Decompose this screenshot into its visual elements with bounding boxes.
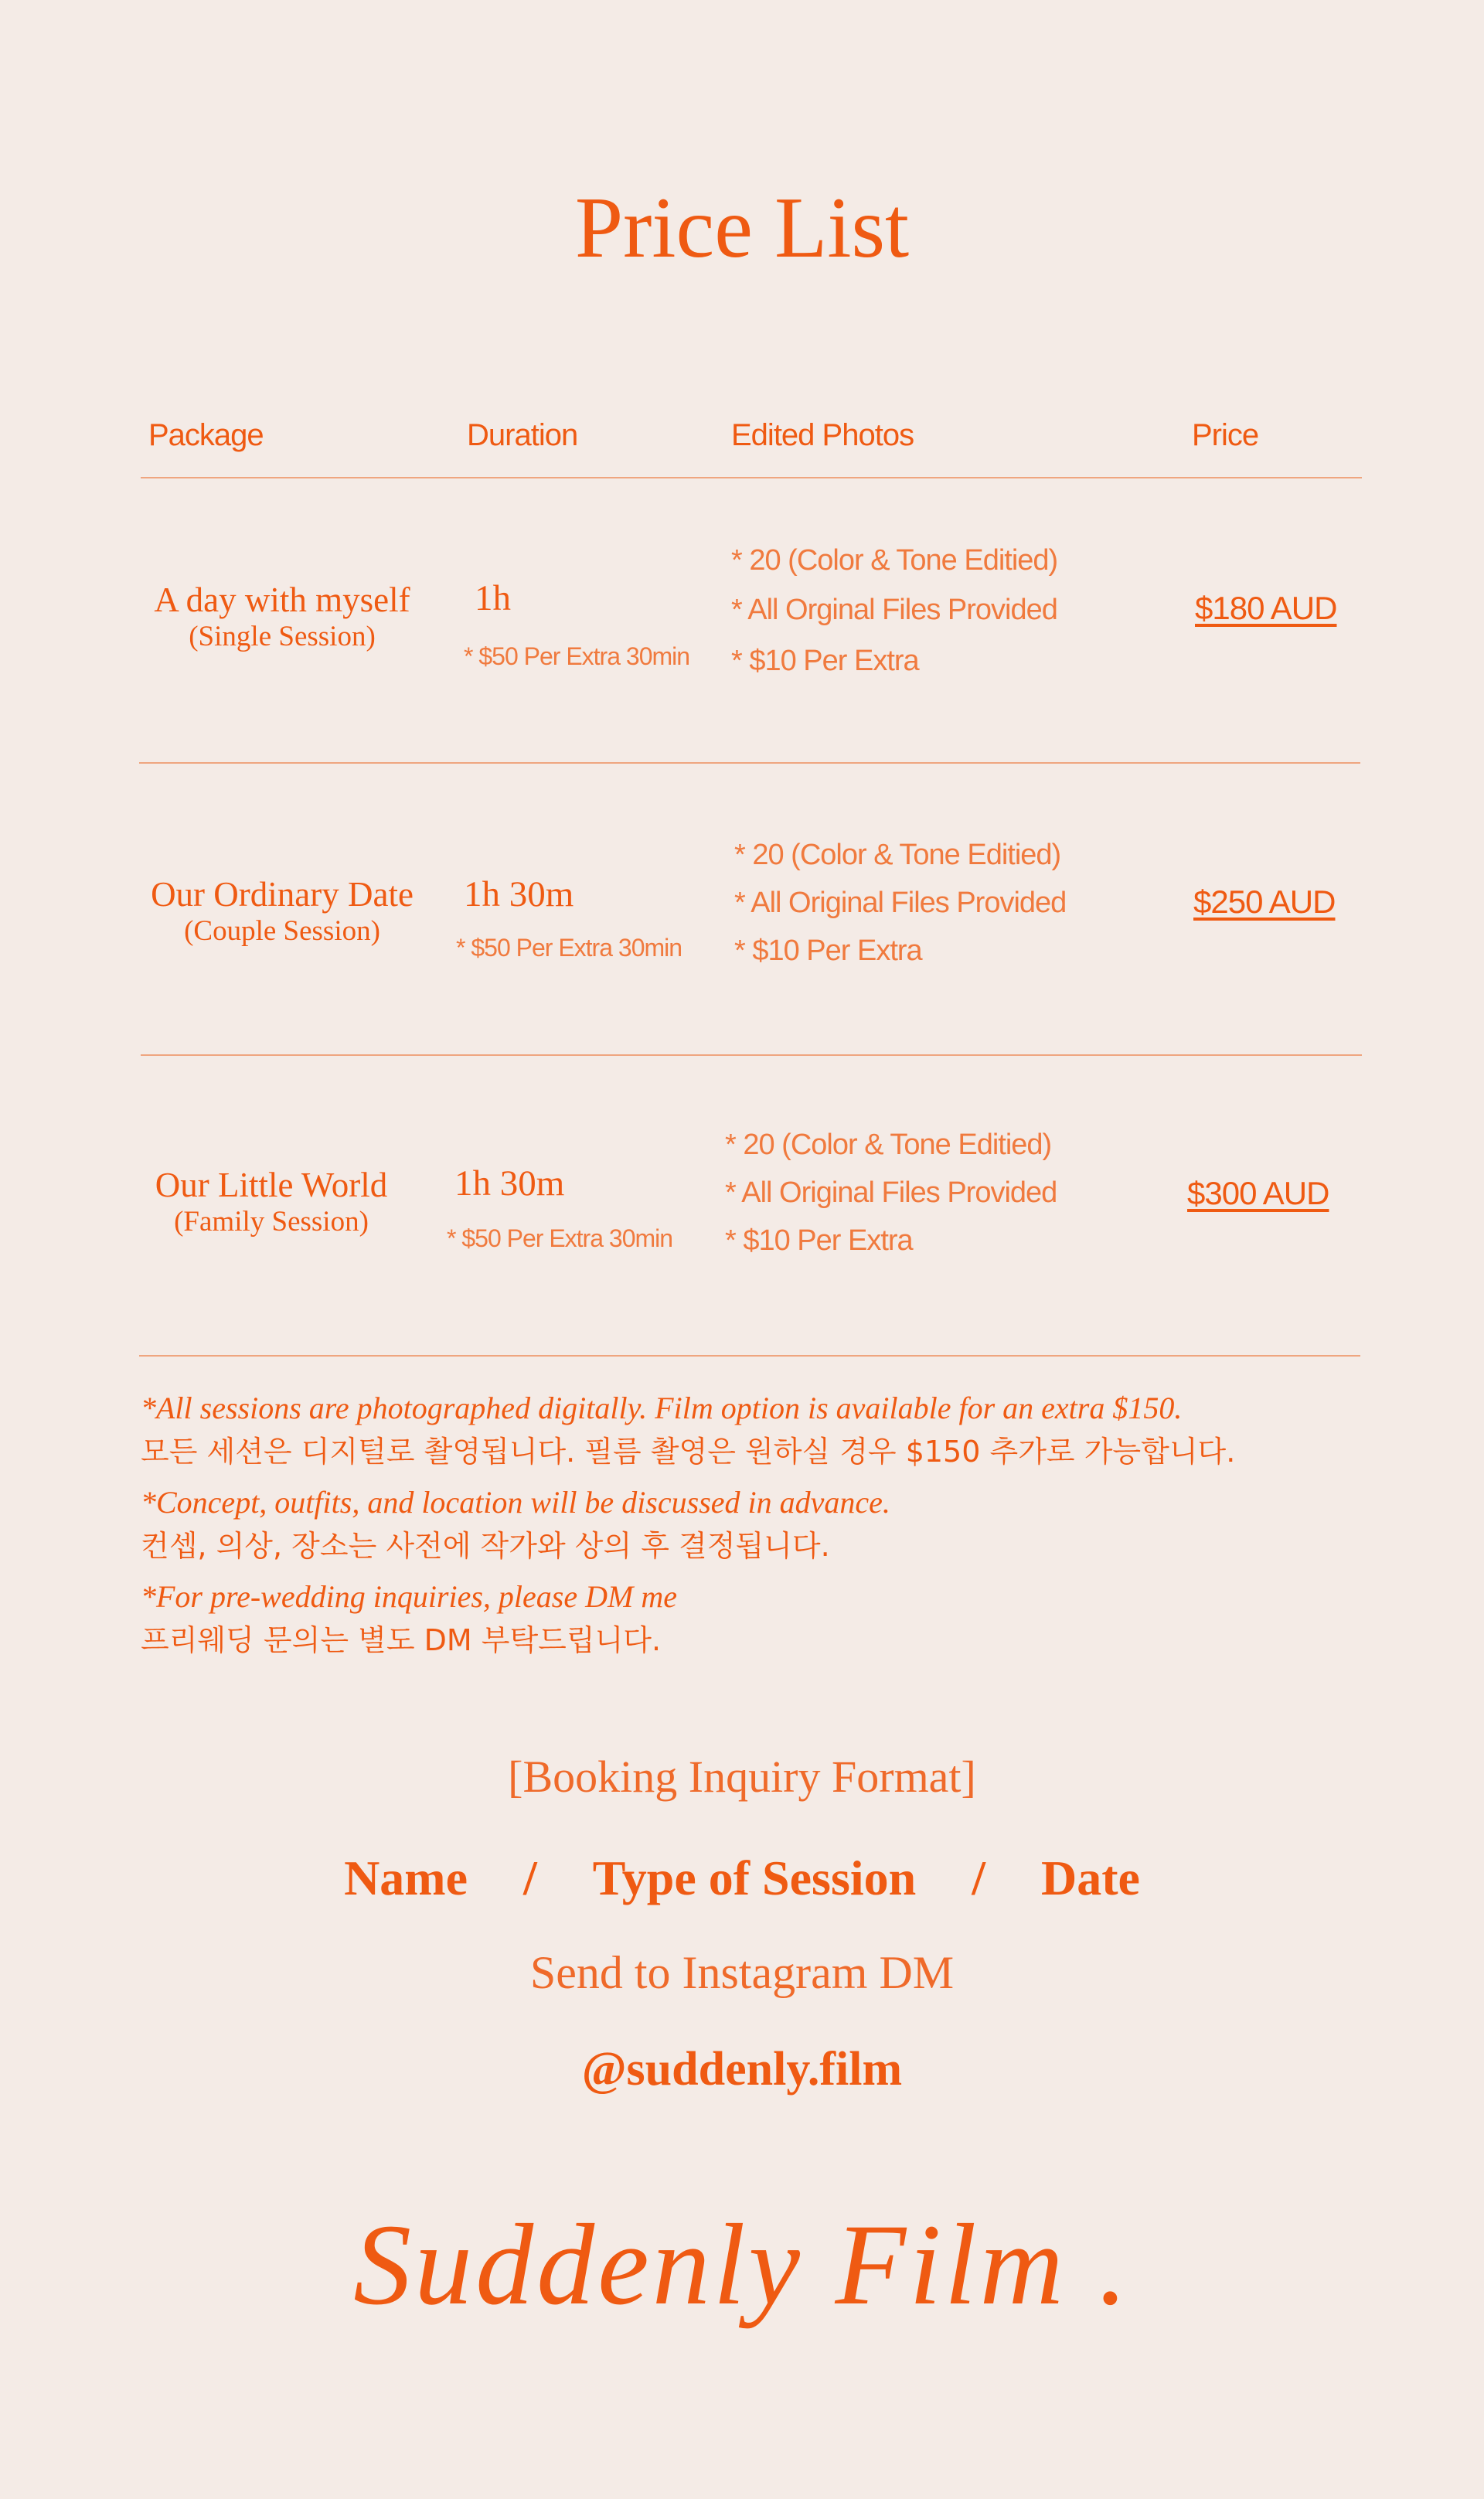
price-link-single[interactable]: $180 AUD bbox=[1195, 590, 1337, 626]
photos-item: * 20 (Color & Tone Editied) bbox=[731, 544, 1058, 577]
price-link-family[interactable]: $300 AUD bbox=[1187, 1175, 1329, 1211]
duration-value: 1h bbox=[475, 578, 511, 618]
header-duration: Duration bbox=[467, 418, 578, 452]
field-separator: / bbox=[972, 1850, 985, 1905]
header-edited-photos: Edited Photos bbox=[731, 418, 914, 452]
price-link-couple[interactable]: $250 AUD bbox=[1193, 884, 1336, 920]
photos-item: * All Original Files Provided bbox=[734, 887, 1067, 919]
package-subtitle: (Single Session) bbox=[189, 621, 376, 652]
package-name: Our Ordinary Date bbox=[151, 875, 414, 914]
note-prewedding-ko: 프리웨딩 문의는 별도 DM 부탁드립니다. bbox=[141, 1623, 662, 1657]
notes-section bbox=[141, 1387, 1377, 1662]
table-bottom-divider bbox=[139, 1355, 1360, 1357]
duration-value: 1h 30m bbox=[454, 1163, 565, 1204]
photos-item: * 20 (Color & Tone Editied) bbox=[725, 1129, 1052, 1161]
field-name: Name bbox=[344, 1850, 468, 1905]
photos-item: * All Orginal Files Provided bbox=[731, 594, 1057, 626]
photos-list bbox=[734, 836, 1066, 969]
photos-item: * $10 Per Extra bbox=[731, 645, 919, 677]
package-name: A day with myself bbox=[154, 580, 410, 619]
header-price: Price bbox=[1192, 418, 1259, 452]
note-concept-ko: 컨셉, 의상, 장소는 사전에 작가와 상의 후 결정됩니다. bbox=[141, 1529, 830, 1563]
note-digital-en: *All sessions are photographed digitally. Film option is available for an extra $150. bbox=[141, 1391, 1183, 1425]
photos-item: * All Original Files Provided bbox=[725, 1176, 1057, 1209]
photos-list bbox=[731, 542, 1057, 679]
note-concept-en: *Concept, outfits, and location will be discussed in advance. bbox=[141, 1485, 890, 1520]
field-date: Date bbox=[1041, 1850, 1140, 1905]
package-row-single bbox=[116, 580, 448, 654]
booking-format-fields bbox=[0, 1849, 1484, 1908]
package-subtitle: (Family Session) bbox=[174, 1206, 369, 1238]
package-subtitle: (Couple Session) bbox=[184, 915, 380, 947]
page-title: Price List bbox=[574, 180, 910, 276]
booking-heading: [Booking Inquiry Format] bbox=[508, 1752, 976, 1802]
note-digital-ko: 모든 세션은 디지털로 촬영됩니다. 필름 촬영은 원하실 경우 $150 추가로 가능합니다. bbox=[141, 1435, 1236, 1469]
row-divider bbox=[141, 1054, 1362, 1056]
field-type-of-session: Type of Session bbox=[592, 1850, 917, 1905]
header-package: Package bbox=[148, 418, 264, 452]
package-row-couple bbox=[116, 874, 448, 948]
duration-extra: * $50 Per Extra 30min bbox=[464, 642, 690, 670]
duration-value: 1h 30m bbox=[464, 874, 574, 914]
note-prewedding-en: *For pre-wedding inquiries, please DM me bbox=[141, 1579, 677, 1614]
header-divider bbox=[141, 477, 1362, 478]
photos-list bbox=[725, 1126, 1057, 1259]
row-divider bbox=[139, 762, 1360, 764]
instagram-handle-link[interactable]: @suddenly.film bbox=[581, 2043, 903, 2096]
duration-extra: * $50 Per Extra 30min bbox=[447, 1224, 673, 1252]
photos-item: * 20 (Color & Tone Editied) bbox=[734, 839, 1061, 871]
field-separator: / bbox=[523, 1850, 537, 1905]
photos-item: * $10 Per Extra bbox=[725, 1224, 913, 1257]
package-name: Our Little World bbox=[155, 1166, 388, 1204]
brand-signature: Suddenly Film . bbox=[353, 2201, 1131, 2329]
duration-extra: * $50 Per Extra 30min bbox=[456, 934, 682, 962]
send-to-instruction: Send to Instagram DM bbox=[529, 1947, 955, 1998]
photos-item: * $10 Per Extra bbox=[734, 935, 922, 967]
package-row-family bbox=[105, 1165, 437, 1239]
